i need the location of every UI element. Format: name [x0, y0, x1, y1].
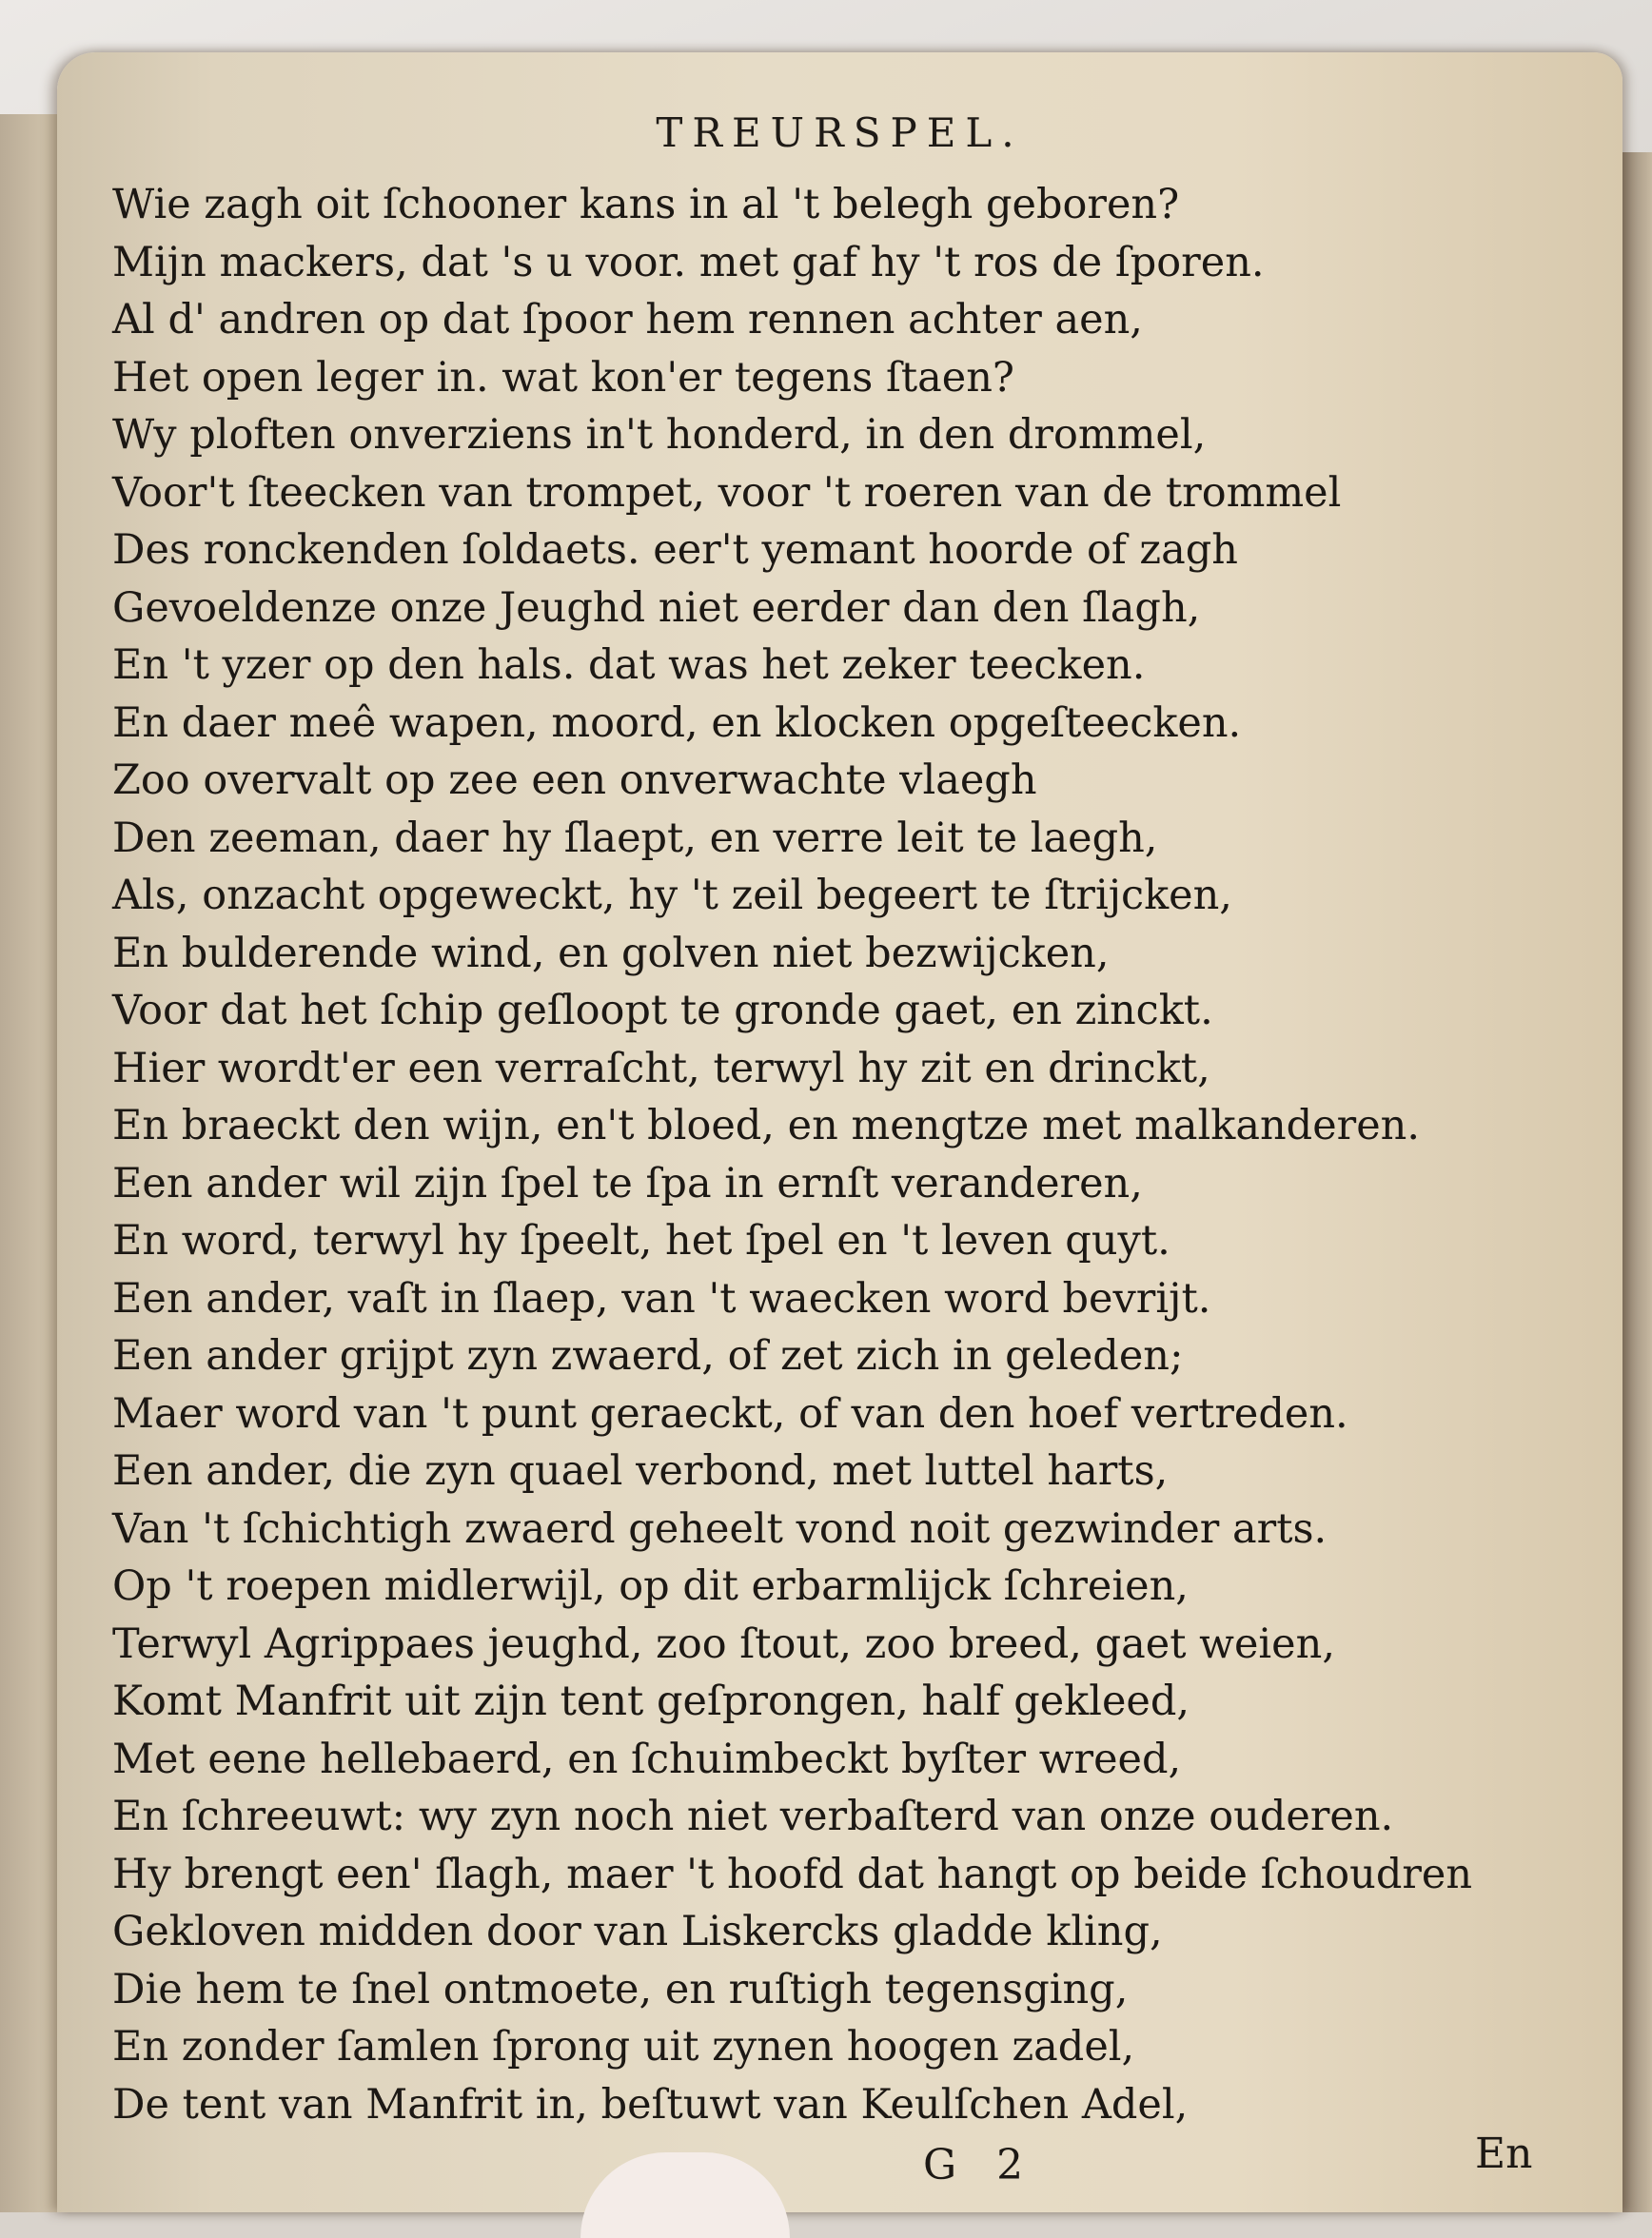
verse-line: Hier wordt'er een verraſcht, terwyl hy zit en drinckt,	[112, 1044, 1210, 1092]
verse-line: Een ander, die zyn quael verbond, met luttel harts,	[112, 1447, 1169, 1495]
verse-line: Van 't ſchichtigh zwaerd geheelt vond noit gezwinder arts.	[112, 1504, 1328, 1553]
verse-line: Komt Manfrit uit zijn tent geſprongen, half gekleed,	[112, 1678, 1190, 1725]
verse-line: Zoo overvalt op zee een onverwachte vlaegh	[112, 756, 1037, 804]
verse-line: Een ander, vaſt in ſlaep, van 't waecken word bevrijt.	[112, 1274, 1211, 1323]
verse-line: Wie zagh oit ſchooner kans in al 't belegh geboren?	[112, 181, 1180, 228]
verse-line: Een ander grijpt zyn zwaerd, of zet zich in geleden;	[112, 1332, 1184, 1380]
verse-line: En zonder ſamlen ſprong uit zynen hoogen zadel,	[112, 2023, 1135, 2071]
verse-text	[112, 176, 1521, 2133]
book-page	[57, 52, 1622, 2212]
verse-line: Al d' andren op dat ſpoor hem rennen achter aen,	[112, 296, 1143, 344]
verse-line: Gevoeldenze onze Jeughd niet eerder dan den ſlagh,	[112, 583, 1201, 632]
verse-line: Den zeeman, daer hy ſlaept, en verre leit te laegh,	[112, 814, 1158, 862]
page-footer	[57, 2130, 1622, 2198]
verse-line: En ſchreeuwt: wy zyn noch niet verbaſterd van onze ouderen.	[112, 1793, 1394, 1840]
verse-line: Op 't roepen midlerwijl, op dit erbarmlijck ſchreien,	[112, 1562, 1189, 1610]
verse-line: Wy ploften onverziens in't honderd, in den drommel,	[112, 411, 1207, 459]
verse-line: Een ander wil zijn ſpel te ſpa in ernſt veranderen,	[112, 1159, 1143, 1207]
verse-line: De tent van Manfrit in, beſtuwt van Keulſchen Adel,	[112, 2080, 1189, 2129]
verse-line: En braeckt den wijn, en't bloed, en mengtze met malkanderen.	[112, 1102, 1421, 1149]
verse-line: Gekloven midden door van Liskercks gladde kling,	[112, 1908, 1163, 1955]
verse-line: Als, onzacht opgeweckt, hy 't zeil begeert te ſtrijcken,	[112, 872, 1232, 919]
verse-line: Het open leger in. wat kon'er tegens ſtaen?	[112, 353, 1014, 402]
verse-line: Terwyl Agrippaes jeughd, zoo ſtout, zoo breed, gaet weien,	[112, 1620, 1335, 1668]
page-stack-edge	[1618, 152, 1652, 2212]
verse-line: Met eene hellebaerd, en ſchuimbeckt byſter wreed,	[112, 1735, 1182, 1783]
verse-line: Maer word van 't punt geraeckt, of van den hoef vertreden.	[112, 1389, 1348, 1438]
verse-line: Des ronckenden ſoldaets. eer't yemant hoorde of zagh	[112, 526, 1238, 574]
verse-line: En 't yzer op den hals. dat was het zeker teecken.	[112, 641, 1146, 689]
verse-line: En daer meê wapen, moord, en klocken opgeſteecken.	[112, 698, 1242, 747]
verse-line: En bulderende wind, en golven niet bezwijcken,	[112, 929, 1110, 977]
verse-line: Hy brengt een' ſlagh, maer 't hoofd dat hangt op beide ſchoudren	[112, 1850, 1473, 1898]
verse-line: Mijn mackers, dat 's u voor. met gaf hy 't ros de ſporen.	[112, 238, 1265, 286]
catchword: En	[1475, 2130, 1533, 2178]
verse-line: Die hem te ſnel ontmoete, en ruſtigh tegensging,	[112, 1965, 1129, 2013]
verse-line: Voor dat het ſchip geſloopt te gronde gaet, en zinckt.	[112, 987, 1213, 1034]
running-header: TREURSPEL.	[656, 109, 1024, 156]
signature-mark: G 2	[923, 2141, 1037, 2189]
verse-line: En word, terwyl hy ſpeelt, het ſpel en 't leven quyt.	[112, 1217, 1170, 1265]
verse-line: Voor't ſteecken van trompet, voor 't roeren van de trommel	[112, 468, 1342, 517]
